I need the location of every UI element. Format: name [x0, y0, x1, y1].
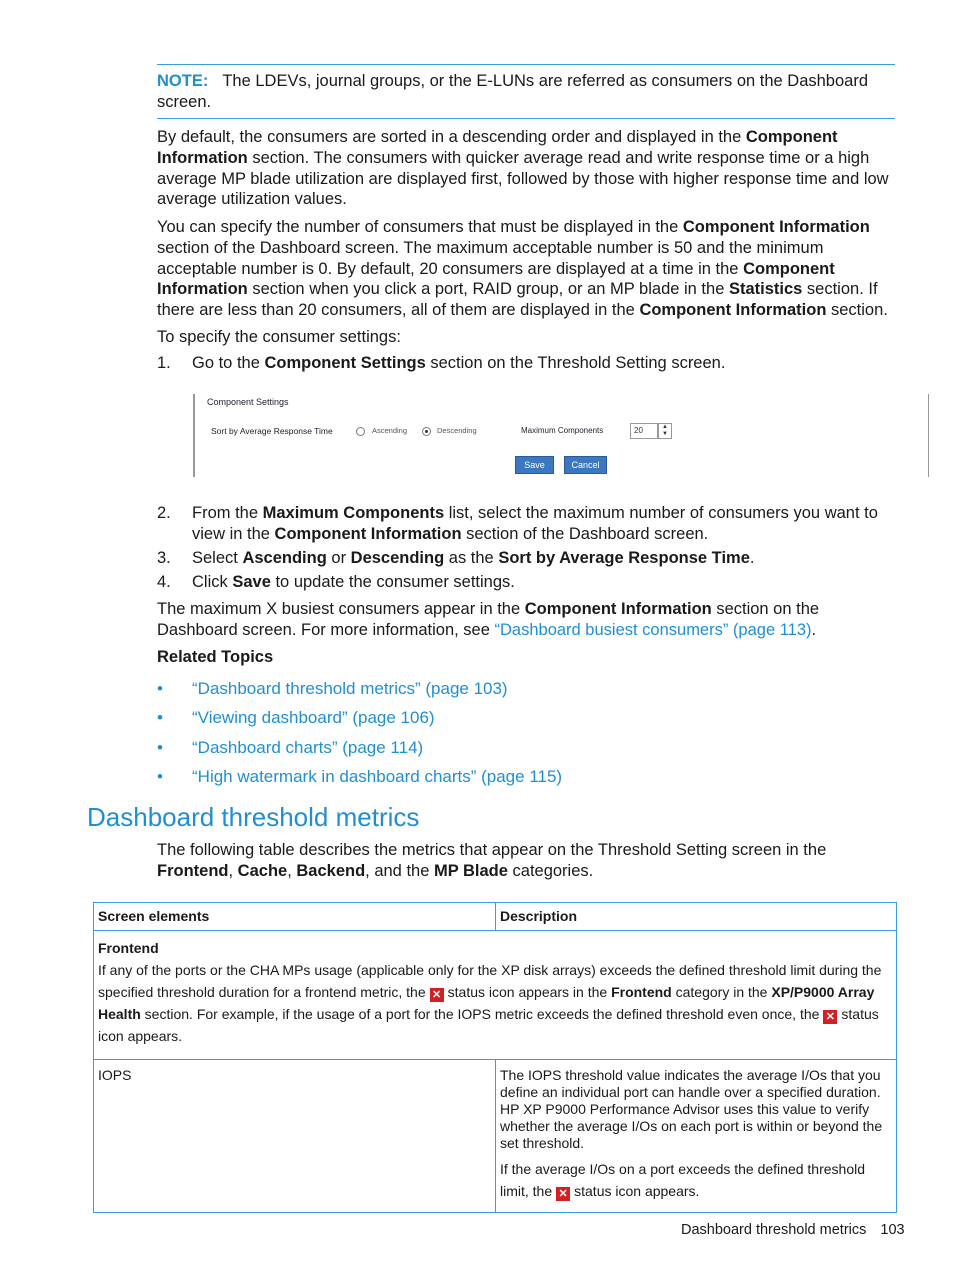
paragraph-table-intro: [157, 840, 899, 882]
descending-radio[interactable]: [422, 427, 431, 436]
note-label: NOTE:: [157, 72, 209, 90]
text: status icon appears in the: [447, 984, 612, 1000]
text: status icon appears.: [574, 1183, 700, 1199]
bold-term: Ascending: [242, 549, 327, 567]
frontend-cell: [94, 931, 897, 1060]
bullet-icon: •: [157, 767, 163, 786]
step-number: 2.: [157, 504, 171, 522]
paragraph-specify: To specify the consumer settings:: [157, 328, 401, 346]
figure-title: Component Settings: [207, 397, 289, 407]
bold-term: Component Information: [639, 301, 827, 320]
related-item: [157, 678, 508, 700]
component-settings-screenshot: [193, 394, 929, 477]
bold-term: Statistics: [728, 280, 803, 299]
bold-term: Save: [232, 573, 271, 591]
text: The following table describes the metrics that appear on the Threshold Setting screen in the: [157, 841, 827, 859]
text: list, select the maximum number of consumers you want to view in the: [192, 504, 878, 543]
related-link[interactable]: “High watermark in dashboard charts” (page 115): [192, 767, 563, 786]
max-components-stepper[interactable]: ▲ ▼: [658, 423, 672, 439]
header-screen-elements: Screen elements: [94, 903, 496, 931]
text: Click: [192, 573, 233, 591]
text: If the average I/Os on a port exceeds the defined threshold limit, the: [500, 1161, 866, 1199]
related-topics-title: [157, 647, 899, 668]
text: .: [749, 549, 755, 567]
row-desc-para: The IOPS threshold value indicates the average I/Os that you define an individual port can handle over a specified duration. HP XP P9000 Performance Advisor uses this value to verify whether the average I/Os on each port is within or beyond the set threshold.: [500, 1067, 883, 1151]
figure-left-border: [193, 394, 195, 477]
text: Go to the: [192, 354, 265, 372]
busiest-consumers-link[interactable]: “Dashboard busiest consumers” (page 113): [494, 620, 812, 639]
paragraph-default-sort: [157, 127, 899, 210]
text: section.: [826, 301, 888, 320]
bold-term: Frontend: [157, 861, 229, 880]
max-components-input[interactable]: 20: [630, 423, 658, 439]
step-1: [157, 353, 899, 374]
note-text: The LDEVs, journal groups, or the E-LUNs are referred as consumers on the Dashboard screen.: [157, 72, 868, 111]
text: .: [811, 620, 817, 639]
max-components-label: Maximum Components: [521, 426, 604, 435]
error-status-icon: ✕: [823, 1010, 837, 1024]
table-row: [94, 1060, 897, 1213]
text: The maximum X busiest consumers appear in the: [157, 600, 525, 618]
frontend-title: Frontend: [98, 940, 159, 956]
text: section when you click a port, RAID group, or an MP blade in the: [247, 280, 729, 299]
text: section. The consumers with quicker average read and write response time or a high average MP blade utilization are displayed first, followed by those with higher response time and low average utilization values.: [157, 148, 889, 209]
text: section. If there are less than 20 consumers, all of them are displayed in the: [157, 280, 878, 320]
section-heading: Dashboard threshold metrics: [87, 802, 420, 832]
step-2: [157, 503, 899, 545]
bold-term: Component Information: [157, 259, 835, 299]
text: category in the: [671, 984, 772, 1000]
ascending-label: Ascending: [372, 426, 408, 435]
text: to update the consumer settings.: [270, 573, 515, 591]
text: status icon appears.: [98, 1006, 879, 1044]
text: section. For example, if the usage of a port for the IOPS metric exceeds the defined threshold even once, the: [140, 1006, 820, 1022]
paragraph-consumer-count: [157, 217, 899, 321]
row-name: IOPS: [94, 1060, 496, 1213]
step-number: 1.: [157, 354, 171, 372]
text: categories.: [507, 861, 594, 880]
header-description: Description: [496, 903, 897, 931]
text: , and the: [365, 861, 434, 880]
save-button[interactable]: Save: [515, 456, 554, 474]
bold-term: Cache: [237, 861, 288, 880]
note-top-rule: [157, 64, 895, 65]
bold-term: Component Information: [682, 218, 870, 236]
bold-term: Frontend: [611, 984, 672, 1000]
step-number: 3.: [157, 549, 171, 567]
footer-title: Dashboard threshold metrics: [681, 1222, 867, 1238]
row-description: [496, 1060, 897, 1213]
text: as the: [444, 549, 499, 567]
text: or: [326, 549, 351, 567]
text: section of the Dashboard screen. The maximum acceptable number is 50 and the minimum acceptable number is 0. By default, 20 consumers are displayed at a time in the: [157, 238, 824, 278]
metrics-table: [93, 902, 897, 1213]
note: [157, 71, 899, 113]
bullet-icon: •: [157, 738, 163, 757]
related-item: [157, 766, 562, 788]
bold-term: Backend: [296, 861, 366, 880]
text: ,: [287, 861, 297, 880]
text: By default, the consumers are sorted in a descending order and displayed in the: [157, 128, 746, 146]
cancel-button[interactable]: Cancel: [564, 456, 607, 474]
bold-term: Component Information: [274, 524, 462, 543]
table-header-row: [94, 903, 897, 931]
text: Select: [192, 549, 243, 567]
bold-term: Related Topics: [157, 648, 274, 666]
bullet-icon: •: [157, 679, 163, 698]
figure-right-border: [928, 394, 929, 477]
bold-term: Maximum Components: [262, 504, 445, 522]
bold-term: Descending: [350, 549, 445, 567]
page-number: 103: [880, 1222, 905, 1238]
related-item: [157, 737, 423, 759]
row-desc-para: [500, 1158, 892, 1202]
table-row-frontend: [94, 931, 897, 1060]
text: ,: [228, 861, 238, 880]
sort-label: Sort by Average Response Time: [211, 426, 333, 436]
related-link[interactable]: “Viewing dashboard” (page 106): [192, 708, 435, 727]
bold-term: MP Blade: [433, 861, 508, 880]
text: You can specify the number of consumers that must be displayed in the: [157, 218, 683, 236]
paragraph-busiest: [157, 599, 899, 641]
related-link[interactable]: “Dashboard charts” (page 114): [192, 738, 424, 757]
text: section of the Dashboard screen.: [461, 524, 709, 543]
bold-term: XP/P9000 Array Health: [98, 984, 875, 1022]
text: If any of the ports or the CHA MPs usage (applicable only for the XP disk arrays) exceeds the defined threshold limit during the specified threshold duration for a frontend metric, the: [98, 962, 882, 1000]
text: From the: [192, 504, 263, 522]
note-bottom-rule: [157, 118, 895, 119]
bold-term: Component Information: [157, 128, 838, 167]
bold-term: Component Information: [524, 600, 712, 618]
error-status-icon: ✕: [556, 1187, 570, 1201]
error-status-icon: ✕: [430, 988, 444, 1002]
ascending-radio[interactable]: [356, 427, 365, 436]
bullet-icon: •: [157, 708, 163, 727]
related-item: [157, 707, 435, 729]
step-3: [157, 548, 899, 569]
step-4: [157, 572, 899, 593]
text: section on the Dashboard screen. For more information, see: [157, 600, 820, 639]
descending-label: Descending: [437, 426, 477, 435]
related-link[interactable]: “Dashboard threshold metrics” (page 103): [192, 679, 508, 698]
bold-term: Component Settings: [264, 354, 426, 372]
bold-term: Sort by Average Response Time: [498, 549, 750, 567]
step-number: 4.: [157, 573, 171, 591]
page-footer: [681, 1222, 905, 1238]
text: section on the Threshold Setting screen.: [425, 354, 726, 372]
